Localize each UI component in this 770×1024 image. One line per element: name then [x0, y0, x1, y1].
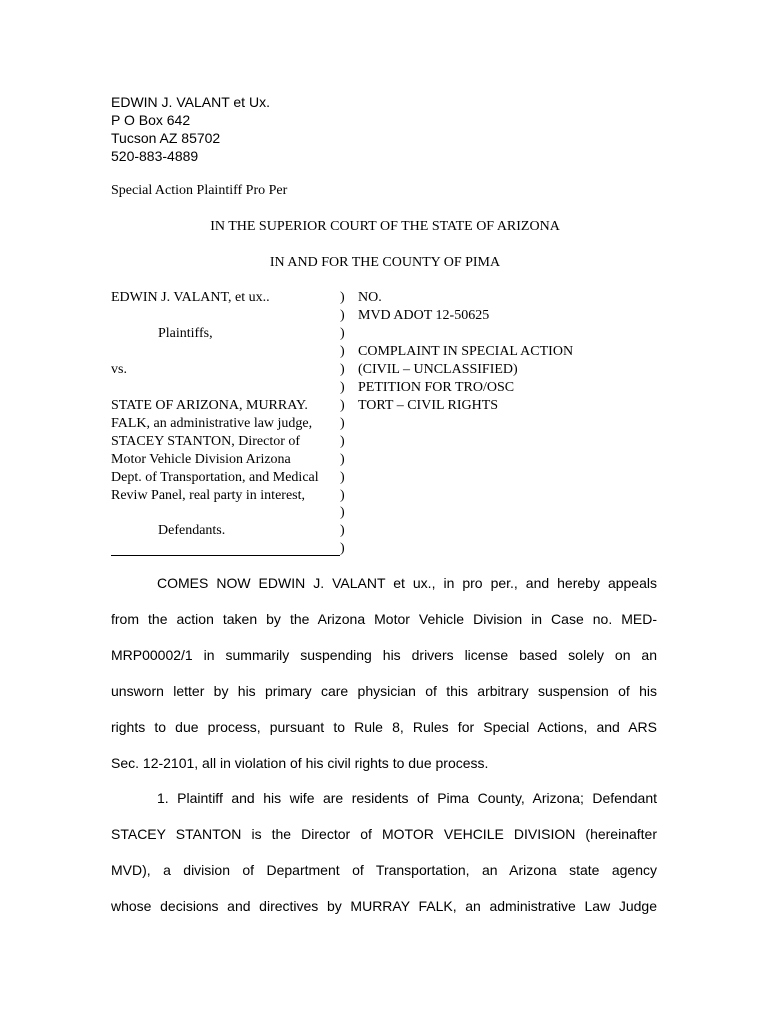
- caption-paren: ): [340, 362, 345, 377]
- complaint-petition: PETITION FOR TRO/OSC: [358, 380, 515, 395]
- author-role: Special Action Plaintiff Pro Per: [111, 183, 288, 198]
- caption-paren: ): [340, 308, 345, 323]
- author-city: Tucson AZ 85702: [111, 130, 221, 146]
- court-title: IN THE SUPERIOR COURT OF THE STATE OF ARIZONA: [210, 219, 560, 234]
- complaint-tort: TORT – CIVIL RIGHTS: [358, 398, 499, 413]
- complaint-classification: (CIVIL – UNCLASSIFIED): [358, 362, 518, 377]
- case-number-label: NO.: [358, 290, 382, 305]
- caption-defendants-label: Defendants.: [158, 523, 226, 538]
- body-intro-line-5: rights to due process, pursuant to Rule 8, Rules for Special Actions, and ARS: [111, 719, 657, 735]
- caption-defendant-line-3: STACEY STANTON, Director of: [111, 434, 301, 449]
- author-phone: 520-883-4889: [111, 148, 199, 164]
- body-intro-line-3: MRP00002/1 in summarily suspending his drivers license based solely on an: [111, 647, 657, 663]
- caption-defendant-line-4: Motor Vehicle Division Arizona: [111, 452, 291, 467]
- author-po-box: P O Box 642: [111, 112, 191, 128]
- caption-paren: ): [340, 290, 345, 305]
- case-number-value: MVD ADOT 12-50625: [358, 308, 490, 323]
- caption-paren: ): [340, 416, 345, 431]
- court-county: IN AND FOR THE COUNTY OF PIMA: [269, 255, 501, 270]
- body-para1-line-2: STACEY STANTON is the Director of MOTOR VEHCILE DIVISION (hereinafter: [111, 826, 657, 842]
- caption-paren: ): [340, 380, 345, 395]
- caption-defendant-line-6: Reviw Panel, real party in interest,: [111, 488, 305, 503]
- body-para1-line-4: whose decisions and directives by MURRAY FALK, an administrative Law Judge: [111, 898, 657, 914]
- caption-defendant-line-2: FALK, an administrative law judge,: [111, 416, 313, 431]
- caption-vs: vs.: [111, 362, 127, 377]
- caption-underline: [111, 555, 340, 556]
- caption-paren: ): [340, 434, 345, 449]
- caption-paren: ): [340, 523, 345, 538]
- caption-paren: ): [340, 398, 345, 413]
- caption-paren: ): [340, 470, 345, 485]
- caption-plaintiff-name: EDWIN J. VALANT, et ux..: [111, 290, 270, 305]
- caption-paren: ): [340, 344, 345, 359]
- body-intro-line-4: unsworn letter by his primary care physician of this arbitrary suspension of his: [111, 683, 657, 699]
- caption-plaintiffs-label: Plaintiffs,: [158, 326, 213, 341]
- body-para1-line-1: 1. Plaintiff and his wife are residents of Pima County, Arizona; Defendant: [157, 790, 657, 806]
- body-intro-line-6: Sec. 12-2101, all in violation of his civil rights to due process.: [111, 755, 489, 771]
- caption-paren: ): [340, 505, 345, 520]
- caption-paren: ): [340, 452, 345, 467]
- caption-paren: ): [340, 541, 345, 556]
- caption-paren: ): [340, 326, 345, 341]
- body-para1-line-3: MVD), a division of Department of Transportation, an Arizona state agency: [111, 862, 657, 878]
- caption-paren: ): [340, 488, 345, 503]
- body-intro-line-1: COMES NOW EDWIN J. VALANT et ux., in pro per., and hereby appeals: [157, 575, 657, 591]
- author-name: EDWIN J. VALANT et Ux.: [111, 94, 270, 110]
- caption-defendant-line-5: Dept. of Transportation, and Medical: [111, 470, 319, 485]
- caption-defendant-line-1: STATE OF ARIZONA, MURRAY.: [111, 398, 308, 413]
- body-intro-line-2: from the action taken by the Arizona Motor Vehicle Division in Case no. MED-: [111, 611, 657, 627]
- complaint-title: COMPLAINT IN SPECIAL ACTION: [358, 344, 574, 359]
